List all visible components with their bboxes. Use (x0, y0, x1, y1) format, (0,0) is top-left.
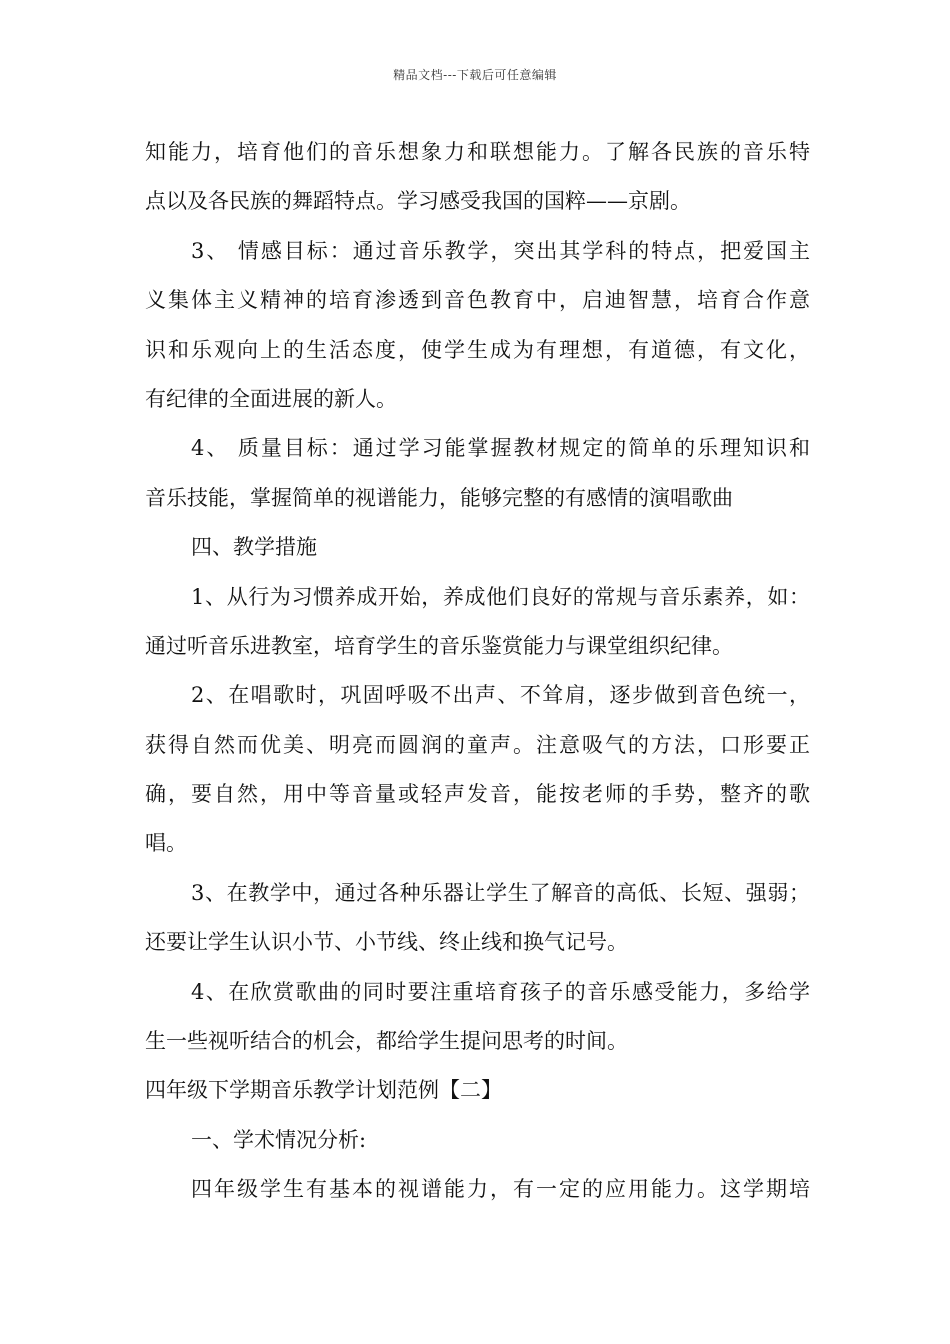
text-line: 还要让学生认识小节、小节线、终止线和换气记号。 (145, 930, 628, 955)
text-line: 唱。 (145, 831, 187, 856)
text-line: 获得自然而优美、明亮而圆润的童声。注意吸气的方法，口形要正 (145, 732, 810, 757)
text-line: 四年级学生有基本的视谱能力，有一定的应用能力。这学期培 (191, 1177, 810, 1202)
text-line: 四、教学措施 (191, 535, 317, 560)
text-line: 1、从行为习惯养成开始，养成他们良好的常规与音乐素养，如： (191, 584, 810, 609)
text-line: 四年级下学期音乐教学计划范例【二】 (145, 1078, 502, 1103)
text-line: 通过听音乐进教室，培育学生的音乐鉴赏能力与课堂组织纪律。 (145, 633, 733, 658)
text-line: 4、 质量目标：通过学习能掌握教材规定的简单的乐理知识和 (191, 436, 810, 461)
text-line: 4、在欣赏歌曲的同时要注重培育孩子的音乐感受能力，多给学 (191, 979, 810, 1004)
text-line: 音乐技能，掌握简单的视谱能力，能够完整的有感情的演唱歌曲 (145, 485, 733, 510)
text-line: 3、在教学中，通过各种乐器让学生了解音的高低、长短、强弱； (191, 880, 810, 905)
text-line: 生一些视听结合的机会，都给学生提问思考的时间。 (145, 1029, 628, 1054)
text-line: 有纪律的全面进展的新人。 (145, 386, 397, 411)
text-line: 点以及各民族的舞蹈特点。学习感受我国的国粹——京剧。 (145, 189, 691, 214)
text-line: 知能力，培育他们的音乐想象力和联想能力。了解各民族的音乐特 (145, 140, 810, 164)
text-line: 识和乐观向上的生活态度，使学生成为有理想，有道德，有文化， (145, 337, 810, 362)
text-line: 一、学术情况分析: (191, 1127, 367, 1152)
text-line: 3、 情感目标：通过音乐教学，突出其学科的特点，把爱国主 (191, 238, 810, 263)
text-line: 义集体主义精神的培育渗透到音色教育中，启迪智慧，培育合作意 (145, 288, 810, 313)
document-body (145, 128, 810, 1215)
text-line: 2、在唱歌时，巩固呼吸不出声、不耸肩，逐步做到音色统一， (191, 683, 810, 708)
text-line: 确，要自然，用中等音量或轻声发音，能按老师的手势，整齐的歌 (145, 782, 810, 807)
page-header: 精品文档---下载后可任意编辑 (393, 68, 557, 82)
